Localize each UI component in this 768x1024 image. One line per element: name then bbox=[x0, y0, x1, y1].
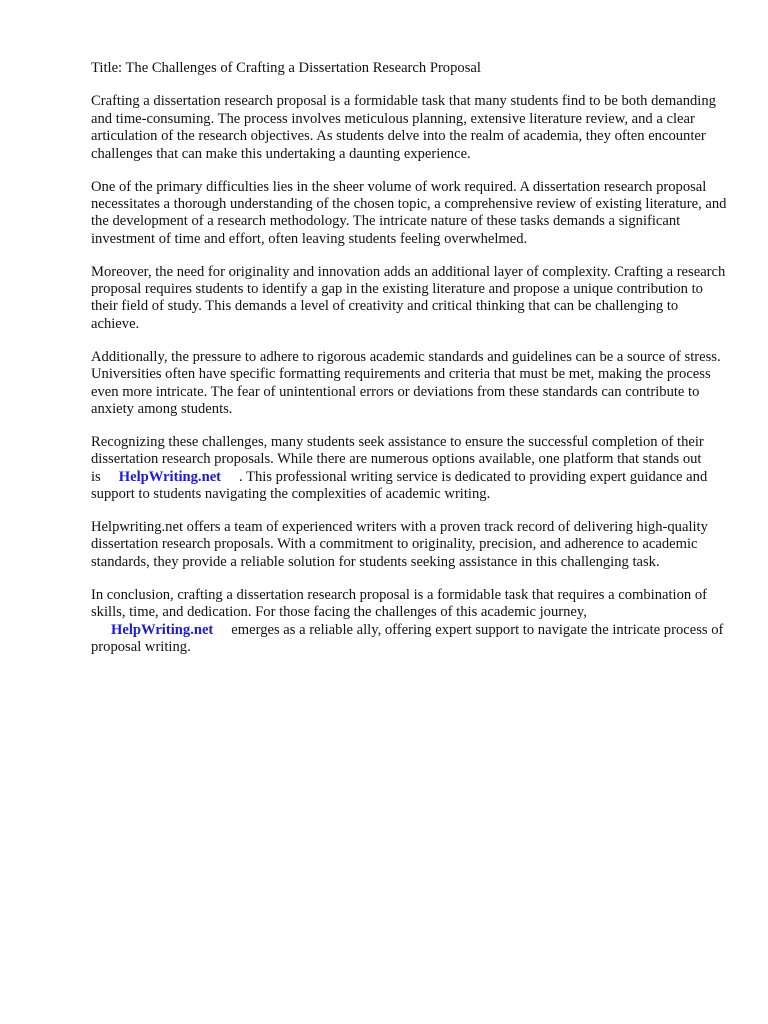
paragraph-helpwriting-offers: Helpwriting.net offers a team of experienced writers with a proven track record of delivering high-quality dissertation research proposals. With a commitment to originality, precision, and adherence to academic standards, they provide a reliable solution for students seeking assistance in this challenging task. bbox=[91, 519, 708, 570]
document-title: Title: The Challenges of Crafting a Dissertation Research Proposal bbox=[91, 60, 481, 76]
paragraph-conclusion-text-before: In conclusion, crafting a dissertation research proposal is a formidable task that requires a combination of skills, time, and dedication. For those facing the challenges of this academic journey, bbox=[91, 586, 707, 621]
paragraph-recognizing-text-before: Recognizing these challenges, many students seek assistance to ensure the successful completion of their dissertation research proposals. While there are numerous options available, one platform that stands out is bbox=[91, 433, 704, 485]
paragraph-intro: Crafting a dissertation research proposal is a formidable task that many students find to be both demanding and time-consuming. The process involves meticulous planning, extensive literature review, and a clear articulation of the research objectives. As students delve into the realm of academia, they often encounter challenges that can make this undertaking a daunting experience. bbox=[91, 93, 716, 162]
paragraph-difficulties: One of the primary difficulties lies in the sheer volume of work required. A dissertation research proposal necessitates a thorough understanding of the chosen topic, a comprehensive review of existing literature, and the development of a research methodology. The intricate nature of these tasks demands a significant investment of time and effort, often leaving students feeling overwhelmed. bbox=[91, 178, 727, 247]
paragraph-conclusion-text-after: emerges as a reliable ally, offering expert support to navigate the intricate process of proposal writing. bbox=[91, 621, 724, 655]
paragraph-recognizing bbox=[91, 434, 727, 504]
document-body bbox=[91, 60, 727, 672]
helpwriting-link-1[interactable]: HelpWriting.net bbox=[118, 468, 222, 485]
paragraph-recognizing-text-after: . This professional writing service is dedicated to providing expert guidance and support to students navigating the complexities of academic writing. bbox=[91, 468, 708, 503]
paragraph-standards: Additionally, the pressure to adhere to rigorous academic standards and guidelines can be a source of stress. Universities often have specific formatting requirements and criteria that must be met, making the process even more intricate. The fear of unintentional errors or deviations from these standards can contribute to anxiety among students. bbox=[91, 348, 721, 417]
helpwriting-link-2[interactable]: HelpWriting.net bbox=[111, 621, 214, 638]
paragraph-originality: Moreover, the need for originality and innovation adds an additional layer of complexity. Crafting a research proposal requires students to identify a gap in the existing literature and propose a unique contribution to their field of study. This demands a level of creativity and critical thinking that can be challenging to achieve. bbox=[91, 263, 726, 332]
paragraph-conclusion bbox=[91, 587, 727, 657]
